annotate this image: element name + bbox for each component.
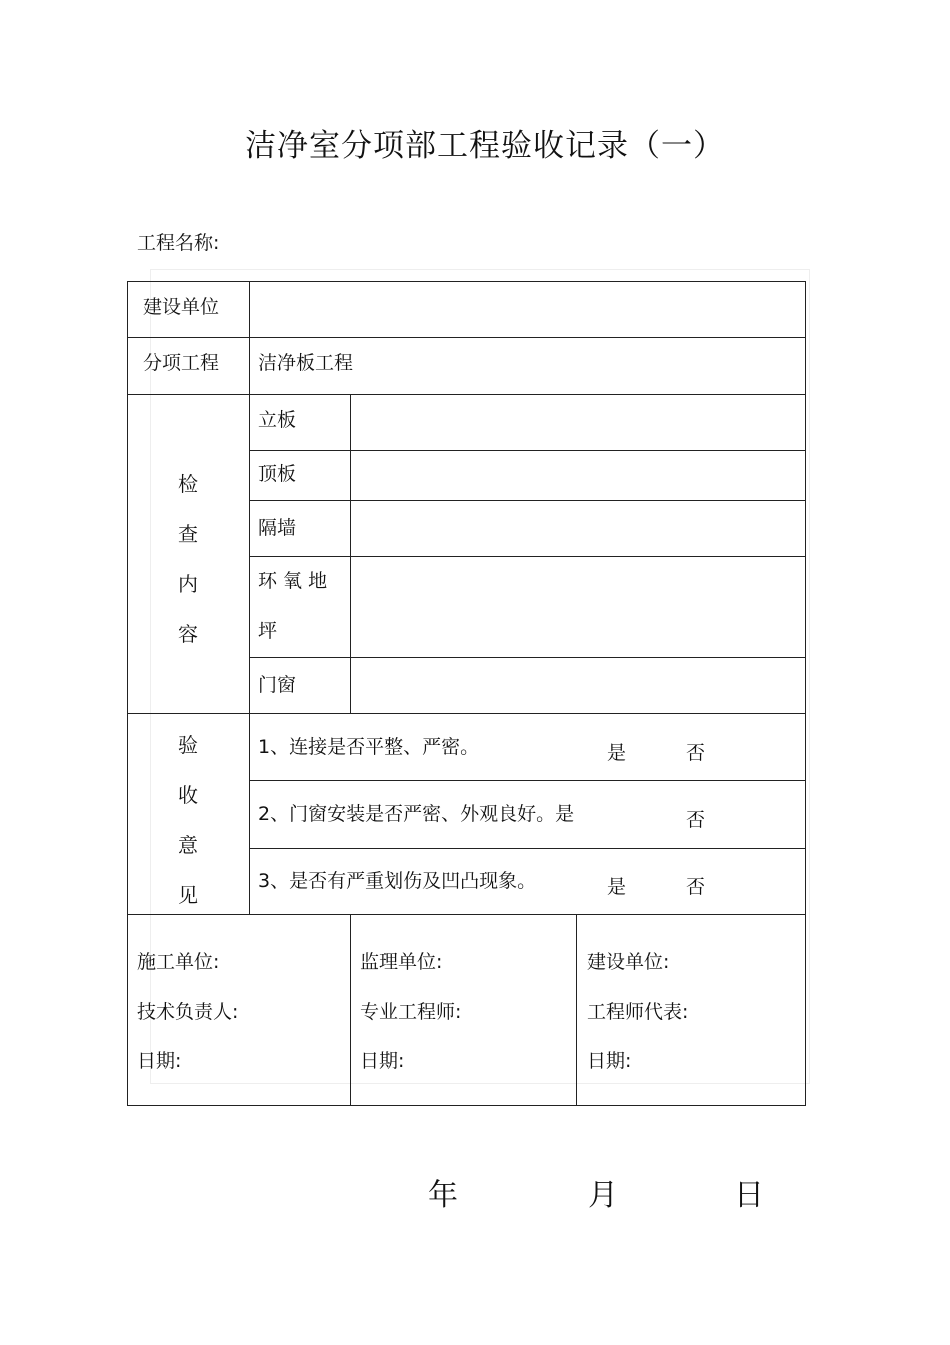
signature-unit: 建设单位:: [587, 951, 670, 973]
yes-option[interactable]: 是: [607, 742, 627, 764]
acceptance-label-char: 见: [178, 883, 198, 907]
subitem-value: 洁净板工程: [258, 352, 354, 374]
signature-person: 工程师代表:: [587, 1001, 689, 1023]
subitem-label: 分项工程: [143, 352, 220, 374]
acceptance-item-text: 2、门窗安装是否严密、外观良好。是: [258, 803, 575, 825]
inspection-item-name: 顶板: [258, 463, 297, 485]
yes-option[interactable]: 是: [607, 876, 627, 898]
signature-unit: 监理单位:: [360, 951, 443, 973]
date-year: 年: [428, 1178, 458, 1213]
inspection-label-char: 容: [178, 622, 198, 646]
signature-person: 专业工程师:: [360, 1001, 462, 1023]
unit-label: 建设单位: [143, 296, 220, 318]
project-name-label: 工程名称:: [137, 232, 220, 254]
acceptance-item-text: 1、连接是否平整、严密。: [258, 736, 480, 758]
no-option[interactable]: 否: [686, 876, 706, 898]
inspection-item-name: 门窗: [258, 674, 297, 696]
acceptance-item-text: 3、是否有严重划伤及凹凸现象。: [258, 870, 537, 892]
no-option[interactable]: 否: [686, 809, 706, 831]
date-month: 月: [588, 1178, 618, 1213]
signature-date: 日期:: [587, 1050, 632, 1072]
signature-date: 日期:: [137, 1050, 182, 1072]
acceptance-label-char: 意: [178, 833, 198, 857]
inspection-item-name: 环 氧 地: [258, 570, 328, 592]
signature-date: 日期:: [360, 1050, 405, 1072]
signature-person: 技术负责人:: [137, 1001, 239, 1023]
inspection-item-name: 坪: [258, 620, 278, 642]
inspection-label-char: 检: [178, 472, 198, 496]
inspection-item-name: 立板: [258, 409, 297, 431]
acceptance-label-char: 收: [178, 783, 198, 807]
acceptance-label-char: 验: [178, 733, 198, 757]
no-option[interactable]: 否: [686, 742, 706, 764]
inspection-item-name: 隔墙: [258, 517, 297, 539]
inspection-label-char: 内: [178, 572, 198, 596]
page-title: 洁净室分项部工程验收记录（一）: [245, 128, 725, 164]
inspection-label-char: 查: [178, 522, 198, 546]
date-day: 日: [734, 1178, 764, 1213]
signature-unit: 施工单位:: [137, 951, 220, 973]
